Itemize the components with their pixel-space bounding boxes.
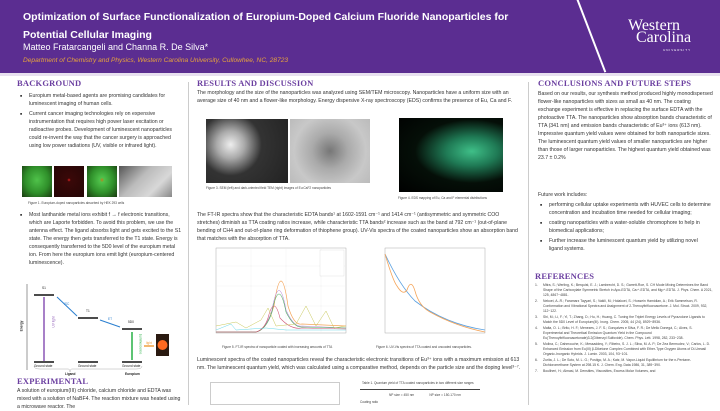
uv-label: UV light — [51, 316, 56, 328]
figure1-caption: Figure 1. Europium-doped nanoparticles absorbed by HEK 293 cells — [28, 201, 125, 205]
well-plate-photo — [119, 166, 172, 197]
uvvis-chart — [375, 246, 487, 341]
poster-title-line1: Optimization of Surface Functionalization of Europium-Doped Calcium Fluoride Nanoparticles for — [23, 11, 509, 23]
reference-item: 6. Zurita, J. L.; De Soto, M. L. G.; Postigo, M. A.; Katz, M. Vapor-Liquid Equilibrium for the n-Pentane-Dichloromethane System at 298.15 K. J. Chem. Eng. Data 1986, 31, 389−390. — [535, 358, 692, 367]
logo-line2: Carolina — [636, 29, 692, 46]
experimental-heading: EXPERIMENTAL — [17, 376, 89, 386]
background-heading: BACKGROUND — [17, 78, 82, 88]
ftir-legend — [320, 250, 344, 276]
ligand-label: Ligand — [65, 372, 76, 376]
diagram-labels — [20, 280, 170, 376]
figure4-caption: Figure 4. EDS mapping of Eu, Ca and F elemental distributions — [398, 196, 487, 200]
d0-label: 5D0 — [128, 320, 134, 324]
table-col-header: NP size = 150-170 nm — [429, 393, 461, 397]
bullet: ■ Current cancer imaging technologies rely on expensive instrumentation that requires high power laser excitation or radioactive probes. Development of luminescent nanoparticles could re-invent the way that the cancer surgery is approached using low power radiations (UV, visible or infrared light). — [20, 110, 182, 150]
tem-image — [290, 119, 370, 183]
references-heading: REFERENCES — [535, 271, 595, 281]
table-row-header: Coating ratio — [360, 400, 379, 404]
figure6-caption: Figure 6. UV-Vis spectra of TTA coated and uncoated nanoparticles. — [376, 345, 472, 349]
ground-label: Ground state — [78, 364, 97, 368]
reference-item: 1. Mitra, S.; Werling, K.; Berquist, E. J.; Lambrecht, D. S.; Garrett-Roe, S. CH Mode Mixing Determines the Band Shape of the Carboxylate Symmetric Stretch in Apo-EDTA, Ca²⁺-EDTA, and Mg²⁺-EDTA. J. Phys. Chem. A 2021, 125, 4867−4881. — [535, 283, 713, 297]
sem-image — [206, 119, 288, 183]
reference-item: 5. Molina, C.; Dahmouche, K.; Messaddeq, Y.; Ribeiro, S. J. L.; Silva, M. A. P.; De Zea Bermudez, V.; Carlos, L. D. Enhanced Emission from Eu(III) β-Diketone Complex Combined with Ether-Type Oxygen Atoms of Di-Ureasil Organic-Inorganic Hybrids. J. Lumin. 2003, 104, 93−101. — [535, 342, 711, 356]
future-intro: Future work includes: — [538, 192, 588, 198]
column-divider — [188, 82, 189, 405]
logo-line1: Western — [628, 17, 681, 34]
results-paragraph1: The morphology and the size of the nanoparticles was analyzed using SEM/TEM microscopy. Nanoparticles have a uniform size with an average size of 40 nm and a flower-like morphology. Energy dispersive X-ray spectroscopy (EDS) confirms the presence of Eu, Ca and F. — [197, 90, 513, 104]
cell-image-red — [54, 166, 84, 197]
reference-item: 7. Bouliheri, H.; Almasi, M. Densities, Viscosities, Excess Molar Volumes, and — [535, 369, 656, 373]
bullet: ■ Europium metal-based agents are promising candidates for luminescent imaging of human cells. — [20, 92, 182, 108]
figure3-caption: Figure 3. SEM (left) and dark-oriented field TEM (right) images of Eu:CaF2 nanoparticles — [206, 186, 332, 190]
logo-line3: UNIVERSITY — [663, 48, 692, 52]
antenna-bullet — [20, 211, 182, 269]
references-list — [535, 283, 713, 375]
quantum-yield-table — [360, 389, 480, 404]
header-divider — [0, 73, 720, 76]
column-divider — [528, 82, 529, 405]
energy-label: Energy — [19, 320, 24, 332]
future-item: ■ performing cellular uptake experiments with HUVEC cells to determine concentration and incubation time needed for cellular imaging; — [540, 201, 713, 217]
figure7-luminescence-chart — [210, 382, 340, 405]
ftir-chart — [206, 246, 348, 341]
figure5-caption: Figure 5. FT-IR spectra of nanoparticle coated with increasing amounts of TTA — [222, 345, 333, 349]
results-paragraph2: The FT-IR spectra show that the characteristic EDTA bands¹ at 1602-1591 cm⁻¹ and 1414 cm⁻¹ (antisymmetric and symmetric COO stretches) diminish as TTA coating ratios increase, while characteristic TTA bands² increase such as the band at 792 cm⁻¹ (out-of-plane bending of CH4 and out-of-plane ring deformation of thiophene group). UV-Vis spectra of the coated nanoparticles show an absorption band that matches with the absorption of TTA. — [197, 212, 518, 242]
reference-item: 2. Nekoei, A.-R.; Faramarz Tayyari, S.; Vakili, M.; Holakoei, S.; Hossein Hamidian, A.; Erik Sammelson, R. Conformation and Vibrational Spectra and Assignment of 2-Thenoyltrifluoroacetone. J. Mol. Struct. 2009, 932, 112−122. — [535, 299, 708, 313]
light-label: light — [146, 341, 152, 345]
et-label: ET — [108, 317, 113, 321]
cell-image-merged — [87, 166, 117, 197]
bullet: ■ Most lanthanide metal ions exhibit f → f electronic transitions, which are Laporte forbidden. To avoid this problem, we use the antenna effect. The ligand absorbs light and gets excited to the S1 state. The energy then gets transferred to the T1 state. Energy is consequently transferred to the 5D0 level of the europium metal ion. From here the europium ions emit light (europium-centered luminescence). — [20, 211, 182, 267]
table1-caption: Table 1. Quantum yield of TTA coated nanoparticles in two different size ranges — [362, 381, 474, 385]
future-list — [540, 201, 713, 255]
reference-item: 4. Malta, O. L.; Brito, H. F.; Menezes, J. F. S.; Gonçalves e Silva, F. R.; De Mello Donegá, C.; Alves, S. Experimental and Theoretical Emission Quantum Yield in the Compound Eu(Thenoyltrifluoroacetonate)3.2(Dibenzyl Sulfoxide). Chem. Phys. Lett. 1998, 282, 233−238. — [535, 326, 693, 340]
authors: Matteo Fratarcangeli and Channa R. De Silva* — [23, 42, 209, 52]
cell-image-green — [22, 166, 52, 197]
future-item: ■ Further increase the luminescent quantum yield by utilizing novel ligand systems. — [540, 237, 713, 253]
department: Department of Chemistry and Physics, Western Carolina University, Cullowhee, NC, 28723 — [23, 57, 289, 64]
t1-label: T1 — [86, 309, 90, 313]
university-logo — [628, 17, 692, 56]
europium-label: Europium — [125, 372, 140, 376]
results-paragraph3: Luminescent spectra of the coated nanoparticles reveal the characteristic electronic transitions of Eu³⁺ ions with a maximum emission at 613 nm. The luminescent quantum yield, which was calculated using a comparative method, depends on the particle size and the doping level³⁻⁷. — [197, 357, 521, 371]
background-bullets — [20, 92, 182, 152]
ground-label: Ground state — [34, 364, 53, 368]
ground-label: Ground state — [122, 364, 141, 368]
s1-label: S1 — [42, 286, 46, 290]
conclusions-heading: CONCLUSIONS AND FUTURE STEPS — [538, 78, 692, 88]
eds-map-image — [399, 118, 503, 192]
reference-item: 3. Shi, M.; Li, F.; Yi, T.; Zhang, D.; Hu, H.; Huang, C. Tuning the Triplet Energy Levels of Pyrazolone Ligands to Match the 5D0 Level of Europium(III). Inorg. Chem. 2005, 44 (24), 8929−8936. — [535, 315, 705, 324]
isc-label: ISC — [64, 302, 70, 306]
table-col-header: NP size = 450 nm — [388, 393, 415, 397]
experimental-text: A solution of europium(III) chloride, calcium chloride and EDTA was mixed with a solution of NaBF4. The reaction mixture was heated using a microwave reactor. The — [17, 388, 181, 410]
conclusions-text: Based on our results, our synthesis method produced highly monodispersed flower-like nanoparticles with sizes as small as 40 nm. The coating exchange experiment is effective in replacing the surface EDTA with the photoactive TTA. The nanoparticles show absorption bands characteristic of TTA (341 nm) and emission bands characteristic of Eu³⁺ ions (613 nm). Impressive quantum yield values were obtained for both nanoparticle sizes. The luminescent quantum yield values of smaller nanoparticles are higher than those of larger nanoparticles. The highest quantum yield obtained was 23.7 ± 0.2% — [538, 91, 713, 161]
future-item: ■ coating nanoparticles with a water-soluble chromophore to help in biomedical applications; — [540, 219, 713, 235]
results-heading: RESULTS AND DISCUSSION — [197, 78, 314, 88]
poster-title-line2: Potential Cellular Imaging — [23, 29, 152, 41]
luminescence-label: Luminescence — [138, 333, 143, 355]
